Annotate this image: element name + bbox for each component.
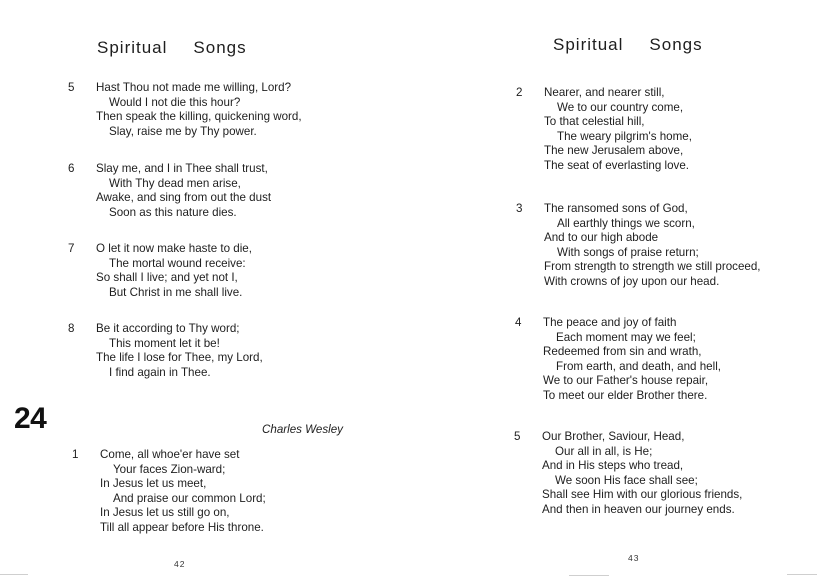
verse-line: All earthly things we scorn, <box>557 216 695 230</box>
hymn-number: 24 <box>14 402 47 435</box>
verse-line: In Jesus let us meet, <box>100 477 207 491</box>
verse-line: The life I lose for Thee, my Lord, <box>96 351 263 365</box>
verse-line: The ransomed sons of God, <box>544 202 688 215</box>
stanza-number: 4 <box>515 316 522 329</box>
verse-line: To that celestial hill, <box>544 115 645 129</box>
right-page <box>409 0 818 583</box>
verse-line: Shall see Him with our glorious friends, <box>542 488 743 502</box>
stanza-number: 6 <box>68 162 75 175</box>
verse-line: Come, all whoe'er have set <box>100 448 240 461</box>
hymn-author: Charles Wesley <box>262 423 343 436</box>
verse-line: O let it now make haste to die, <box>96 242 252 255</box>
verse-line: The mortal wound receive: <box>109 256 246 270</box>
verse-line: In Jesus let us still go on, <box>100 506 230 520</box>
verse-line: We to our country come, <box>557 100 684 114</box>
stanza-number: 5 <box>68 81 75 94</box>
running-head-word: Spiritual <box>97 38 168 57</box>
verse-line: And in His steps who tread, <box>542 459 684 473</box>
verse-line: Each moment may we feel; <box>556 330 696 344</box>
verse-line: The new Jerusalem above, <box>544 144 684 158</box>
stanza <box>516 86 692 174</box>
verse-line: Soon as this nature dies. <box>109 205 237 219</box>
page-number: 42 <box>174 559 186 569</box>
verse-line: Hast Thou not made me willing, Lord? <box>96 81 292 94</box>
stanza <box>68 322 263 380</box>
page-number: 43 <box>628 553 640 563</box>
stanza <box>68 162 272 220</box>
verse-line: Nearer, and nearer still, <box>544 86 665 99</box>
verse-line: And then in heaven our journey ends. <box>542 502 735 516</box>
edge-mark <box>569 575 609 576</box>
edge-mark <box>787 574 817 575</box>
verse-line: With crowns of joy upon our head. <box>544 274 720 288</box>
verse-line: Our Brother, Saviour, Head, <box>542 430 685 443</box>
verse-line: We soon His face shall see; <box>555 473 698 487</box>
stanza <box>72 448 266 536</box>
verse-line: Slay, raise me by Thy power. <box>109 124 257 138</box>
stanza-number: 2 <box>516 86 523 99</box>
verse-line: Till all appear before His throne. <box>100 520 264 534</box>
verse-line: Slay me, and I in Thee shall trust, <box>96 162 268 175</box>
verse-line: The weary pilgrim's home, <box>557 129 692 143</box>
stanza-number: 8 <box>68 322 75 335</box>
stanza-number: 7 <box>68 242 75 255</box>
verse-line: To meet our elder Brother there. <box>543 388 708 402</box>
verse-line: I find again in Thee. <box>109 365 211 379</box>
running-head-word: Songs <box>649 35 703 54</box>
verse-line: Our all in all, is He; <box>555 444 653 458</box>
verse-line: The peace and joy of faith <box>543 316 677 329</box>
verse-line: And to our high abode <box>544 231 659 245</box>
verse-line: We to our Father's house repair, <box>543 374 709 388</box>
edge-mark <box>0 574 28 575</box>
stanza <box>68 81 302 139</box>
verse-line: So shall I live; and yet not I, <box>96 271 238 285</box>
stanza <box>516 202 761 290</box>
stanza-number: 1 <box>72 448 79 461</box>
running-head-word: Spiritual <box>553 35 624 54</box>
verse-line: This moment let it be! <box>109 336 220 350</box>
verse-line: With songs of praise return; <box>557 245 699 259</box>
stanza <box>68 242 252 300</box>
verse-line: Redeemed from sin and wrath, <box>543 345 702 359</box>
stanza-number: 3 <box>516 202 523 215</box>
stanza-number: 5 <box>514 430 521 443</box>
verse-line: With Thy dead men arise, <box>109 176 241 190</box>
verse-line: The seat of everlasting love. <box>544 158 690 172</box>
running-head-left <box>97 38 247 58</box>
verse-line: Your faces Zion-ward; <box>113 462 226 476</box>
verse-line: From strength to strength we still proceed, <box>544 260 761 274</box>
running-head-right <box>553 35 703 55</box>
verse-line: Be it according to Thy word; <box>96 322 240 335</box>
verse-line: Then speak the killing, quickening word, <box>96 110 302 124</box>
stanza <box>515 316 721 404</box>
verse-line: And praise our common Lord; <box>113 491 266 505</box>
verse-line: Awake, and sing from out the dust <box>96 191 272 205</box>
verse-line: Would I not die this hour? <box>109 95 241 109</box>
running-head-word: Songs <box>193 38 247 57</box>
verse-line: But Christ in me shall live. <box>109 285 243 299</box>
stanza <box>514 430 743 518</box>
verse-line: From earth, and death, and hell, <box>556 359 721 373</box>
